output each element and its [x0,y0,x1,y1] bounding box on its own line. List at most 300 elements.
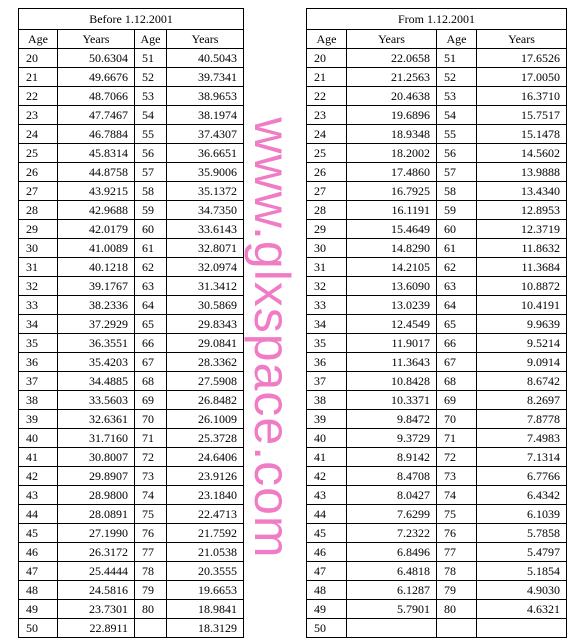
years-cell: 44.8758 [58,163,135,182]
years-cell: 23.9126 [167,467,244,486]
age-cell: 53 [135,87,167,106]
age-cell: 78 [135,562,167,581]
age-cell: 25 [19,144,58,163]
age-cell: 34 [307,315,347,334]
age-cell: 39 [307,410,347,429]
age-cell: 67 [437,353,477,372]
age-cell: 74 [437,486,477,505]
age-cell: 57 [437,163,477,182]
years-cell: 11.3643 [347,353,437,372]
years-cell: 19.6653 [167,581,244,600]
years-cell: 6.4342 [477,486,567,505]
column-header-age: Age [437,30,477,49]
years-cell: 50.6304 [58,49,135,68]
years-cell: 30.5869 [167,296,244,315]
years-cell: 28.9800 [58,486,135,505]
years-cell: 5.7901 [347,600,437,619]
age-cell: 69 [135,391,167,410]
table-row [19,410,244,429]
age-cell: 62 [135,258,167,277]
years-cell: 8.4708 [347,467,437,486]
years-cell: 17.4860 [347,163,437,182]
table-row [19,372,244,391]
table-row [307,562,567,581]
years-cell: 29.0841 [167,334,244,353]
age-cell: 75 [437,505,477,524]
age-cell: 74 [135,486,167,505]
years-cell: 31.3412 [167,277,244,296]
table-row [19,68,244,87]
table-body [307,49,567,638]
age-cell: 26 [19,163,58,182]
table-row [307,448,567,467]
age-cell: 42 [307,467,347,486]
years-cell: 31.7160 [58,429,135,448]
age-cell: 45 [19,524,58,543]
table-row [307,543,567,562]
age-cell: 40 [19,429,58,448]
age-cell: 36 [307,353,347,372]
years-cell: 34.7350 [167,201,244,220]
age-cell: 54 [135,106,167,125]
age-cell: 61 [135,239,167,258]
age-cell: 46 [307,543,347,562]
age-cell: 46 [19,543,58,562]
table-row [307,277,567,296]
age-cell: 21 [19,68,58,87]
table-row [307,106,567,125]
table-row [307,467,567,486]
table-row [307,144,567,163]
age-cell: 62 [437,258,477,277]
years-cell: 35.9006 [167,163,244,182]
age-cell: 49 [19,600,58,619]
years-cell: 37.2929 [58,315,135,334]
years-cell: 12.3719 [477,220,567,239]
age-cell: 31 [307,258,347,277]
years-cell: 38.2336 [58,296,135,315]
column-header-years: Years [477,30,567,49]
age-cell: 64 [135,296,167,315]
years-cell: 12.4549 [347,315,437,334]
age-cell: 23 [19,106,58,125]
years-cell: 22.8911 [58,619,135,638]
column-header-years: Years [58,30,135,49]
years-cell: 18.2002 [347,144,437,163]
years-cell: 24.6406 [167,448,244,467]
age-cell: 36 [19,353,58,372]
age-cell: 22 [19,87,58,106]
table-row [307,334,567,353]
table-row [19,258,244,277]
table-row [19,144,244,163]
watermark-text: www.glxspace.com [244,117,300,559]
years-cell: 29.8343 [167,315,244,334]
table-row [307,49,567,68]
age-cell: 33 [19,296,58,315]
table-row [19,277,244,296]
table-title: Before 1.12.2001 [19,9,244,30]
years-cell: 23.7301 [58,600,135,619]
table-row [307,486,567,505]
age-cell: 72 [135,448,167,467]
age-cell: 52 [135,68,167,87]
table-row [19,581,244,600]
age-cell: 35 [19,334,58,353]
years-cell: 49.6676 [58,68,135,87]
age-cell: 66 [437,334,477,353]
years-cell: 32.8071 [167,239,244,258]
age-cell: 26 [307,163,347,182]
years-cell: 11.3684 [477,258,567,277]
age-cell: 28 [307,201,347,220]
age-cell: 22 [307,87,347,106]
age-cell: 56 [135,144,167,163]
years-cell: 20.3555 [167,562,244,581]
table-row [19,505,244,524]
age-cell: 41 [307,448,347,467]
age-cell: 79 [135,581,167,600]
age-cell: 77 [437,543,477,562]
years-cell: 26.3172 [58,543,135,562]
age-cell: 42 [19,467,58,486]
age-cell: 76 [437,524,477,543]
column-header-age: Age [307,30,347,49]
years-cell: 42.0179 [58,220,135,239]
age-cell: 65 [437,315,477,334]
age-cell: 49 [307,600,347,619]
age-cell: 31 [19,258,58,277]
table-row [307,372,567,391]
age-cell: 48 [307,581,347,600]
years-cell: 13.4340 [477,182,567,201]
years-cell [347,619,437,638]
years-cell: 9.5214 [477,334,567,353]
age-cell: 45 [307,524,347,543]
table-row [19,239,244,258]
table-row [19,562,244,581]
age-cell: 70 [135,410,167,429]
years-cell: 26.1009 [167,410,244,429]
table-row [307,581,567,600]
table-row [307,600,567,619]
age-cell: 75 [135,505,167,524]
age-cell: 71 [437,429,477,448]
years-cell: 38.9653 [167,87,244,106]
table-row [19,87,244,106]
years-cell: 9.0914 [477,353,567,372]
table-row [19,201,244,220]
years-cell: 5.7858 [477,524,567,543]
years-cell: 6.1287 [347,581,437,600]
table-row [307,182,567,201]
years-cell: 25.3728 [167,429,244,448]
years-cell: 4.6321 [477,600,567,619]
years-cell: 9.3729 [347,429,437,448]
table-row [19,106,244,125]
years-cell: 17.0050 [477,68,567,87]
column-header-age: Age [135,30,167,49]
years-cell: 9.8472 [347,410,437,429]
age-cell: 47 [307,562,347,581]
years-cell: 13.9888 [477,163,567,182]
age-cell: 63 [437,277,477,296]
age-cell: 21 [307,68,347,87]
years-cell: 5.4797 [477,543,567,562]
table-row [307,68,567,87]
age-cell: 59 [135,201,167,220]
before-2001-table [18,8,244,638]
years-cell: 32.0974 [167,258,244,277]
age-cell: 24 [307,125,347,144]
years-cell: 18.9841 [167,600,244,619]
age-cell: 27 [307,182,347,201]
years-cell: 19.6896 [347,106,437,125]
years-cell: 22.0658 [347,49,437,68]
age-cell: 77 [135,543,167,562]
years-cell: 7.6299 [347,505,437,524]
table-row [307,391,567,410]
years-cell: 34.4885 [58,372,135,391]
age-cell: 79 [437,581,477,600]
column-header-years: Years [347,30,437,49]
age-cell [437,619,477,638]
table-row [19,296,244,315]
column-header-age: Age [19,30,58,49]
age-cell: 25 [307,144,347,163]
age-cell: 73 [135,467,167,486]
years-cell: 27.1990 [58,524,135,543]
table-row [19,619,244,638]
table-body [19,49,244,638]
table-row [19,353,244,372]
age-cell: 51 [437,49,477,68]
table-row [307,201,567,220]
age-cell: 51 [135,49,167,68]
age-cell: 20 [307,49,347,68]
years-cell: 23.1840 [167,486,244,505]
table-row [19,125,244,144]
age-cell: 60 [135,220,167,239]
age-cell: 41 [19,448,58,467]
age-cell: 48 [19,581,58,600]
years-cell: 10.4191 [477,296,567,315]
age-cell: 58 [135,182,167,201]
years-cell: 11.9017 [347,334,437,353]
age-cell: 53 [437,87,477,106]
age-cell: 55 [135,125,167,144]
years-cell: 8.6742 [477,372,567,391]
years-cell: 11.8632 [477,239,567,258]
years-cell: 6.7766 [477,467,567,486]
years-cell: 13.0239 [347,296,437,315]
age-cell: 66 [135,334,167,353]
table-row [19,543,244,562]
years-cell: 10.8428 [347,372,437,391]
age-cell: 38 [19,391,58,410]
years-cell: 42.9688 [58,201,135,220]
age-cell: 76 [135,524,167,543]
years-cell: 9.9639 [477,315,567,334]
age-cell: 29 [19,220,58,239]
age-cell: 37 [307,372,347,391]
age-cell: 30 [19,239,58,258]
years-cell: 12.8953 [477,201,567,220]
age-cell: 47 [19,562,58,581]
years-cell: 8.0427 [347,486,437,505]
years-cell: 37.4307 [167,125,244,144]
years-cell: 16.1191 [347,201,437,220]
years-cell: 33.6143 [167,220,244,239]
years-cell: 26.8482 [167,391,244,410]
years-cell: 35.4203 [58,353,135,372]
age-cell: 72 [437,448,477,467]
years-cell: 28.3362 [167,353,244,372]
years-cell: 7.1314 [477,448,567,467]
age-cell: 29 [307,220,347,239]
years-cell: 22.4713 [167,505,244,524]
years-cell: 15.7517 [477,106,567,125]
age-cell: 68 [135,372,167,391]
years-cell: 8.2697 [477,391,567,410]
table-row [307,239,567,258]
age-cell: 65 [135,315,167,334]
from-2001-table [306,8,567,638]
years-cell: 41.0089 [58,239,135,258]
age-cell: 80 [135,600,167,619]
age-cell: 33 [307,296,347,315]
age-cell: 58 [437,182,477,201]
years-cell: 6.8496 [347,543,437,562]
table-row [19,524,244,543]
table-row [19,163,244,182]
years-cell: 13.6090 [347,277,437,296]
years-cell: 30.8007 [58,448,135,467]
age-cell: 59 [437,201,477,220]
table-row [307,410,567,429]
table-title: From 1.12.2001 [307,9,567,30]
age-cell: 43 [307,486,347,505]
years-cell: 20.4638 [347,87,437,106]
age-cell: 70 [437,410,477,429]
years-cell: 7.4983 [477,429,567,448]
years-cell: 36.6651 [167,144,244,163]
age-cell: 27 [19,182,58,201]
watermark [244,98,300,578]
table-row [19,391,244,410]
age-cell: 68 [437,372,477,391]
years-cell: 5.1854 [477,562,567,581]
age-cell: 69 [437,391,477,410]
years-cell: 21.2563 [347,68,437,87]
age-cell: 37 [19,372,58,391]
table-row [19,315,244,334]
table-row [307,296,567,315]
age-cell: 67 [135,353,167,372]
years-cell: 43.9215 [58,182,135,201]
age-cell: 60 [437,220,477,239]
table-row [19,486,244,505]
years-cell: 17.6526 [477,49,567,68]
years-cell: 39.1767 [58,277,135,296]
table-row [307,125,567,144]
age-cell: 78 [437,562,477,581]
age-cell: 44 [307,505,347,524]
age-cell: 71 [135,429,167,448]
age-cell: 56 [437,144,477,163]
years-cell: 35.1372 [167,182,244,201]
age-cell: 50 [19,619,58,638]
age-cell: 39 [19,410,58,429]
years-cell: 15.4649 [347,220,437,239]
years-cell: 14.8290 [347,239,437,258]
table-row [19,448,244,467]
age-cell: 61 [437,239,477,258]
age-cell: 43 [19,486,58,505]
table-row [307,619,567,638]
age-cell: 28 [19,201,58,220]
years-cell: 14.5602 [477,144,567,163]
age-cell: 54 [437,106,477,125]
table-row [307,505,567,524]
years-cell: 25.4444 [58,562,135,581]
age-cell: 30 [307,239,347,258]
years-cell: 14.2105 [347,258,437,277]
age-cell: 20 [19,49,58,68]
table-row [307,258,567,277]
years-cell: 10.8872 [477,277,567,296]
years-cell: 33.5603 [58,391,135,410]
years-cell: 29.8907 [58,467,135,486]
years-cell: 15.1478 [477,125,567,144]
age-cell: 32 [19,277,58,296]
years-cell: 48.7066 [58,87,135,106]
age-cell: 73 [437,467,477,486]
years-cell: 4.9030 [477,581,567,600]
age-cell: 40 [307,429,347,448]
age-cell: 52 [437,68,477,87]
column-header-years: Years [167,30,244,49]
table-row [307,429,567,448]
age-cell: 55 [437,125,477,144]
age-cell: 34 [19,315,58,334]
years-cell: 10.3371 [347,391,437,410]
age-cell [135,619,167,638]
table-row [307,524,567,543]
age-cell: 38 [307,391,347,410]
table-row [307,353,567,372]
table-row [307,87,567,106]
years-cell: 16.3710 [477,87,567,106]
table-row [19,600,244,619]
years-cell: 6.4818 [347,562,437,581]
years-cell: 40.1218 [58,258,135,277]
age-cell: 44 [19,505,58,524]
years-cell: 7.8778 [477,410,567,429]
years-cell: 47.7467 [58,106,135,125]
years-cell: 38.1974 [167,106,244,125]
age-cell: 80 [437,600,477,619]
years-cell [477,619,567,638]
years-cell: 32.6361 [58,410,135,429]
age-cell: 24 [19,125,58,144]
years-cell: 8.9142 [347,448,437,467]
years-cell: 45.8314 [58,144,135,163]
table-row [19,467,244,486]
years-cell: 6.1039 [477,505,567,524]
table-row [19,220,244,239]
years-cell: 27.5908 [167,372,244,391]
